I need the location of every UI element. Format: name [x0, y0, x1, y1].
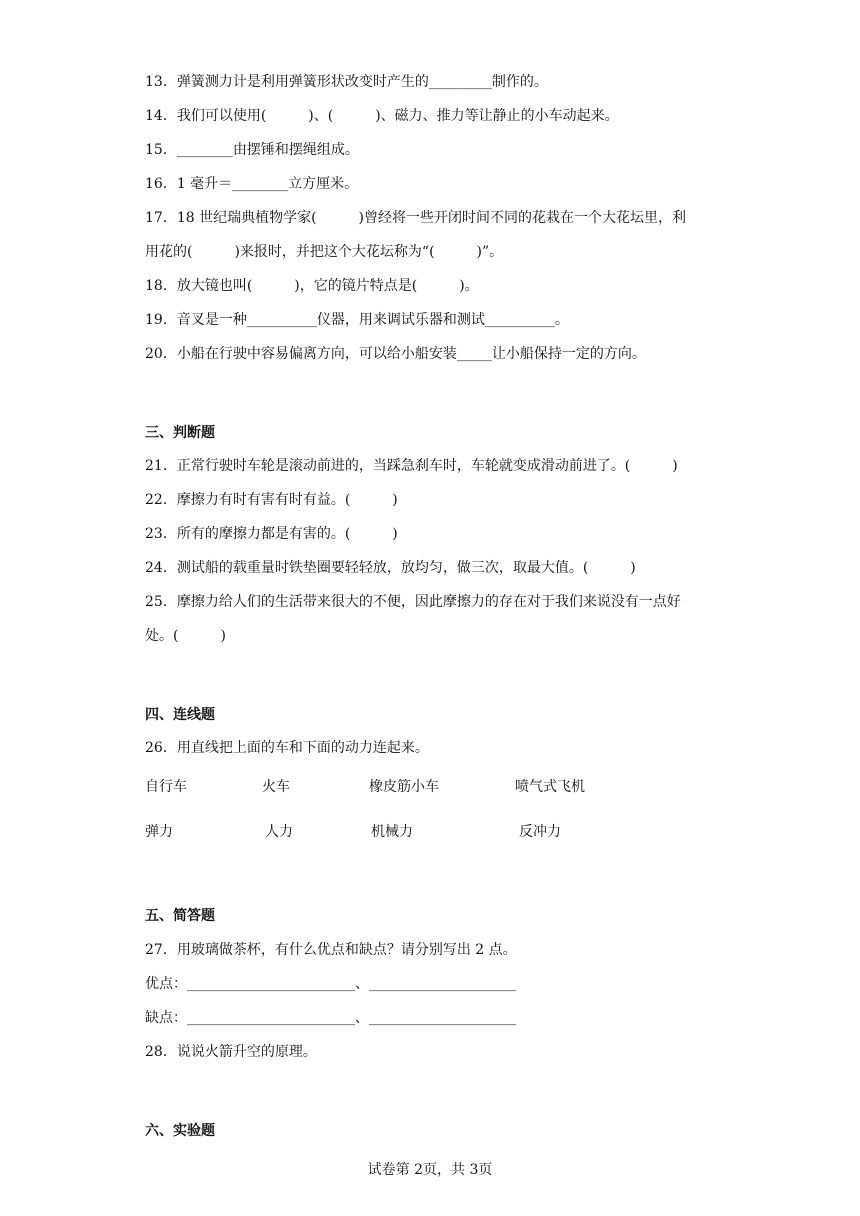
section-title-matching: 四、连线题	[145, 707, 215, 723]
question-14: 14．我们可以使用( )、( )、磁力、推力等让静止的小车动起来。	[145, 108, 619, 124]
vehicle-item: 喷气式飞机	[515, 779, 585, 795]
section-title-short-answer: 五、简答题	[145, 908, 215, 924]
vehicle-item: 自行车	[145, 779, 187, 795]
question-22: 22．摩擦力有时有害有时有益。( )	[145, 492, 398, 508]
answer-advantages: 优点：________________________、_____________________	[145, 976, 516, 992]
power-item: 弹力	[145, 824, 173, 840]
page-footer: 试卷第 2页，共 3页	[367, 1162, 493, 1178]
question-26: 26．用直线把上面的车和下面的动力连起来。	[145, 740, 429, 756]
question-25-cont: 处。( )	[145, 628, 226, 644]
power-item: 反冲力	[519, 824, 561, 840]
question-17: 17．18 世纪瑞典植物学家( )曾经将一些开闭时间不同的花栽在一个大花坛里，利	[145, 210, 687, 226]
question-16: 16．1 毫升＝________立方厘米。	[145, 176, 359, 192]
section-title-judgement: 三、判断题	[145, 425, 215, 441]
section-title-experiment: 六、实验题	[145, 1123, 215, 1139]
power-item: 人力	[265, 824, 293, 840]
question-25: 25．摩擦力给人们的生活带来很大的不便，因此摩擦力的存在对于我们来说没有一点好	[145, 594, 681, 610]
question-13: 13．弹簧测力计是利用弹簧形状改变时产生的_________制作的。	[145, 74, 548, 90]
question-28: 28．说说火箭升空的原理。	[145, 1044, 317, 1060]
question-15: 15．________由摆锤和摆绳组成。	[145, 142, 359, 158]
question-17-cont: 用花的( )来报时，并把这个大花坛称为“( )”。	[145, 244, 504, 260]
power-item: 机械力	[371, 824, 413, 840]
answer-disadvantages: 缺点：________________________、_____________________	[145, 1010, 516, 1026]
vehicle-item: 橡皮筋小车	[369, 779, 439, 795]
question-21: 21．正常行驶时车轮是滚动前进的，当踩急刹车时，车轮就变成滑动前进了。( )	[145, 458, 678, 474]
question-19: 19．音叉是一种__________仪器，用来调试乐器和测试__________。	[145, 312, 569, 328]
question-27: 27．用玻璃做茶杯，有什么优点和缺点？请分别写出 2 点。	[145, 942, 517, 958]
question-18: 18．放大镜也叫( )，它的镜片特点是( )。	[145, 278, 479, 294]
question-24: 24．测试船的载重量时铁垫圈要轻轻放，放均匀，做三次，取最大值。( )	[145, 560, 636, 576]
question-23: 23．所有的摩擦力都是有害的。( )	[145, 526, 398, 542]
question-20: 20．小船在行驶中容易偏离方向，可以给小船安装_____让小船保持一定的方向。	[145, 346, 646, 362]
vehicle-item: 火车	[262, 779, 290, 795]
